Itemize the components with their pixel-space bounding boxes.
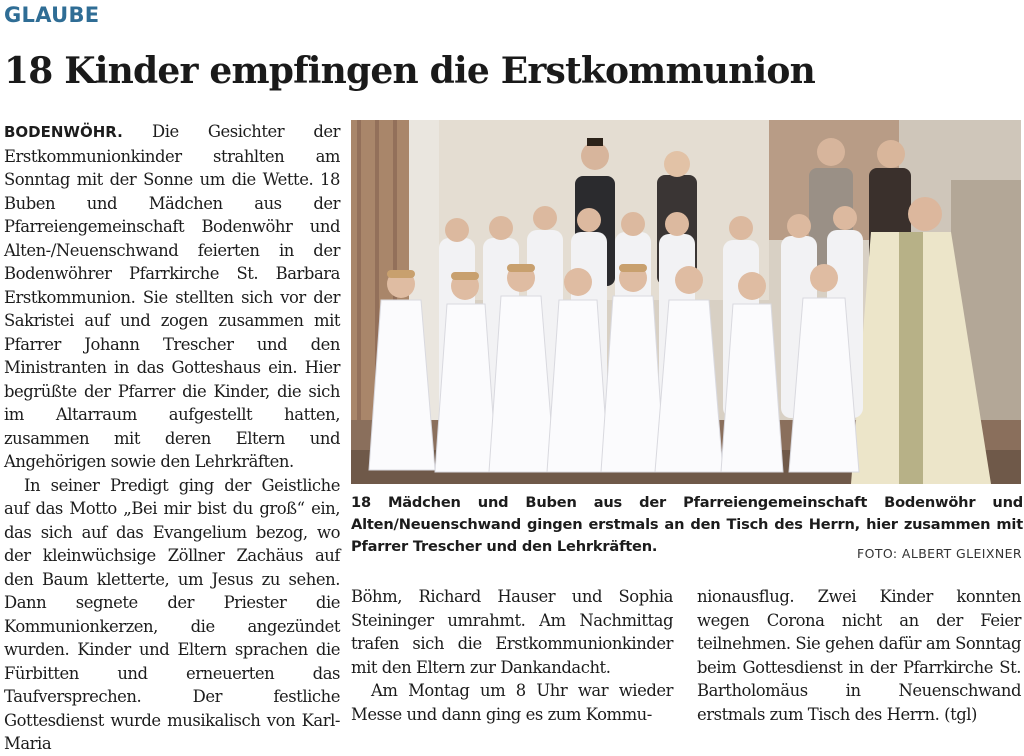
article-column-2 (351, 585, 673, 726)
photo-credit: FOTO: ALBERT GLEIXNER (857, 546, 1022, 561)
article-paragraph-1 (4, 120, 340, 474)
article-column-1 (4, 120, 340, 756)
dateline: BODENWÖHR. (4, 123, 123, 141)
photo-caption-text: 18 Mädchen und Buben aus der Pfarreiengemeinschaft Bodenwöhr und Alten/Neuenschwand gingen erstmals an den Tisch des Herrn, hier zusammen mit Pfarrer Trescher und den Lehrkräften. (351, 494, 1023, 555)
article-paragraph-3-continued: nionausflug. Zwei Kinder konnten wegen Corona nicht an der Feier teilnehmen. Sie gehen dafür am Sonntag beim Gottesdienst in der Pfarrkirche St. Bartholomäus in Neuenschwand erstmals zum Tisch des Herrn. (tgl) (697, 587, 1021, 724)
article-paragraph-3: Am Montag um 8 Uhr war wieder Messe und dann ging es zum Kommu- (351, 681, 673, 724)
article-photo (351, 120, 1021, 484)
article-paragraph-2-continued: Böhm, Richard Hauser und Sophia Steininger umrahmt. Am Nachmittag trafen sich die Erstkommunionkinder mit den Eltern zur Dankandacht. (351, 587, 673, 677)
section-label: GLAUBE (4, 3, 100, 27)
article-paragraph-2: In seiner Predigt ging der Geistliche auf das Motto „Bei mir bist du groß“ ein, das sich auf das Evangelium bezog, wo der kleinwüchsige Zöllner Zachäus auf den Baum kletterte, um Jesus zu sehen. Dann segnete der Priester die Kommunionkerzen, die angezündet wurden. Kinder und Eltern sprachen die Fürbitten und erneuerten das Taufversprechen. Der festliche Gottesdienst wurde musikalisch von Karl-Maria (4, 475, 340, 753)
group-photo-illustration (351, 120, 1021, 484)
article-column-3 (697, 585, 1021, 726)
headline: 18 Kinder empfingen die Erstkommunion (4, 50, 815, 92)
paragraph-1-text: Die Gesichter der Erstkommunionkinder strahlten am Sonntag mit der Sonne um die Wette. 18 Buben und Mädchen aus der Pfarreiengemeinschaft Bodenwöhr und Alten-/Neuenschwand feierten in der Bodenwöhrer Pfarrkirche St. Barbara Erstkommunion. Sie stellten sich vor der Sakristei auf und zogen zusammen mit Pfarrer Johann Trescher und den Ministranten in das Gotteshaus ein. Hier begrüßte der Pfarrer die Kinder, die sich im Altarraum aufgestellt hatten, zusammen mit deren Eltern und Angehörigen sowie den Lehrkräften. (4, 122, 340, 471)
